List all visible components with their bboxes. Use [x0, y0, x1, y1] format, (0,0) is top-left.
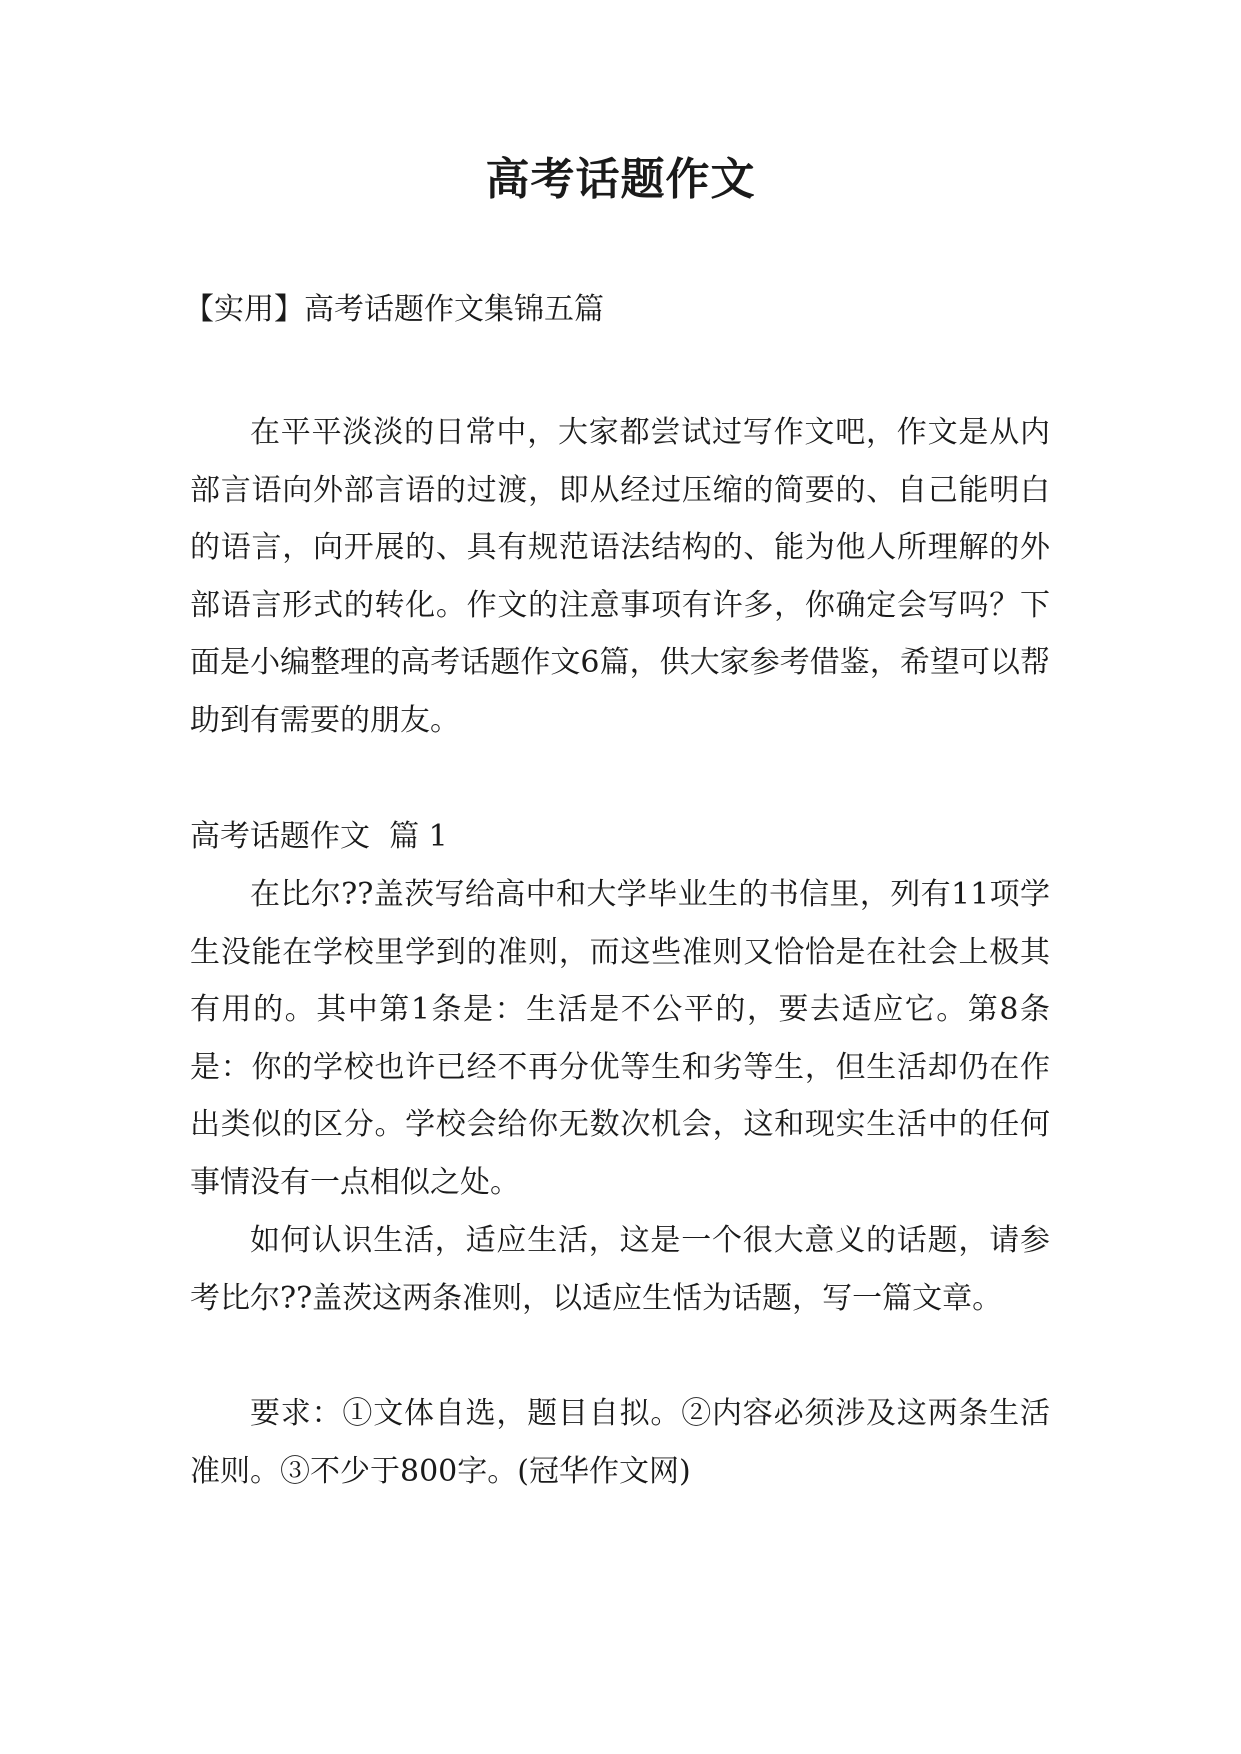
- section-heading: 高考话题作文 篇 1: [190, 819, 448, 854]
- intro-paragraph: 在平平淡淡的日常中，大家都尝试过写作文吧，作文是从内部言语向外部言语的过渡，即从经过压缩的简要的、自己能明白的语言，向开展的、具有规范语法结构的、能为他人所理解的外部语言形式的转化。作文的注意事项有许多，你确定会写吗？下面是小编整理的高考话题作文6篇，供大家参考借鉴，希望可以帮助到有需要的朋友。: [190, 415, 1050, 738]
- document-subtitle: 【实用】高考话题作文集锦五篇: [184, 292, 604, 327]
- body-paragraph: 要求：①文体自选，题目自拟。②内容必须涉及这两条生活准则。③不少于800字。(冠华作文网): [190, 1396, 1050, 1489]
- body-paragraph: 在比尔??盖茨写给高中和大学毕业生的书信里，列有11项学生没能在学校里学到的准则，而这些准则又恰恰是在社会上极其有用的。其中第1条是：生活是不公平的，要去适应它。第8条是：你的学校也许已经不再分优等生和劣等生，但生活却仍在作出类似的区分。学校会给你无数次机会，这和现实生活中的任何事情没有一点相似之处。: [190, 877, 1050, 1200]
- document-title: 高考话题作文: [485, 154, 756, 205]
- body-paragraph: 如何认识生活，适应生活，这是一个很大意义的话题，请参考比尔??盖茨这两条准则，以适应生恬为话题，写一篇文章。: [190, 1223, 1050, 1316]
